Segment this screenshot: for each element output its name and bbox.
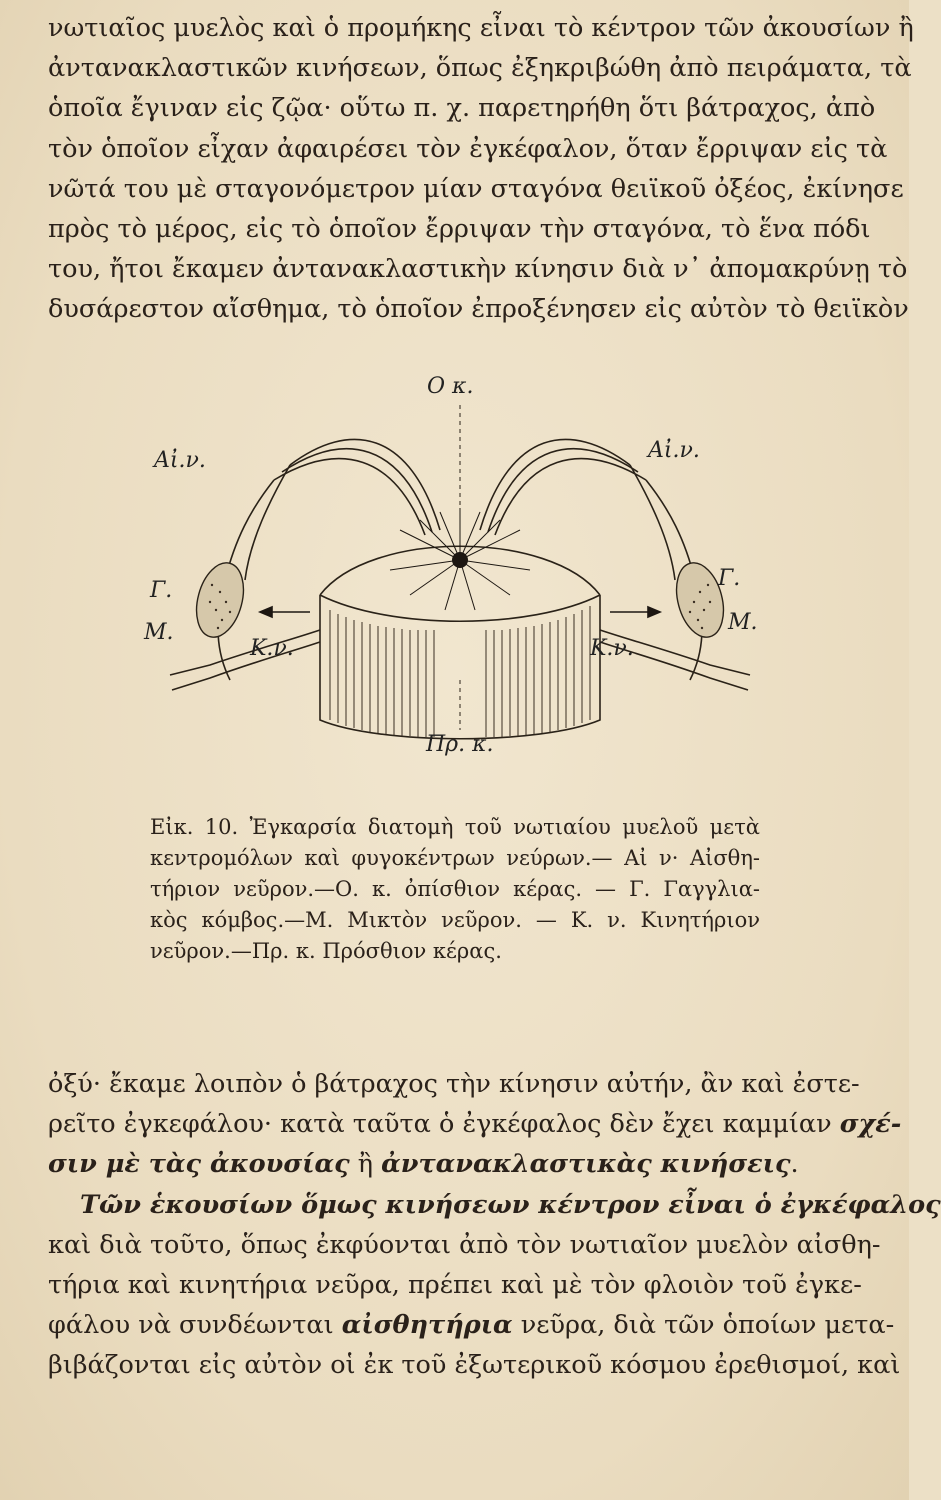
caption-line: κὸς κόμβος.—Μ. Μικτὸν νεῦρον. — Κ. ν. Κινητήριον (150, 908, 760, 932)
label-mixed-nerve-right: Μ. (728, 610, 758, 635)
label-mixed-nerve-left: Μ. (144, 620, 174, 645)
spinal-cord-figure (144, 374, 770, 770)
emphasis-text: Τῶν ἑκουσίων ὅμως κινήσεων κέντρον εἶναι ὁ ἐγκέφαλος (80, 1189, 941, 1220)
label-ganglion-right: Γ. (718, 566, 741, 591)
label-sensory-nerve-right: Αἰ.ν. (648, 438, 700, 463)
text-line: τὸν ὁποῖον εἶχαν ἀφαιρέσει τὸν ἐγκέφαλον, ὅταν ἔρριψαν εἰς τὰ (48, 133, 888, 164)
text-line: πρὸς τὸ μέρος, εἰς τὸ ὁποῖον ἔρριψαν τὴν σταγόνα, τὸ ἕνα πόδι (48, 214, 871, 245)
text-line: νῶτά του μὲ σταγονόμετρον μίαν σταγόνα θειϊκοῦ ὀξέος, ἐκίνησε (48, 173, 904, 204)
text-line (48, 1185, 941, 1225)
label-anterior-horn: Πρ. κ. (426, 732, 494, 757)
text-segment: ρεῖτο ἐγκεφάλου· κατὰ ταῦτα ὁ ἐγκέφαλος δὲν ἔχει καμμίαν (48, 1109, 840, 1140)
label-ganglion-left: Γ. (150, 578, 173, 603)
text-segment: φάλου νὰ συνδέωνται (48, 1310, 342, 1341)
text-line: καὶ διὰ τοῦτο, ὅπως ἐκφύονται ἀπὸ τὸν νωτιαῖον μυελὸν αἰσθη- (48, 1229, 881, 1260)
text-line: ὁποῖα ἔγιναν εἰς ζῷα· οὕτω π. χ. παρετηρήθη ὅτι βάτραχος, ἀπὸ (48, 93, 876, 124)
label-posterior-horn: Ο κ. (427, 374, 474, 399)
text-line (48, 1144, 856, 1184)
caption-line: κεντρομόλων καὶ φυγοκέντρων νεύρων.— Αἰ ν· Αἰσθη- (150, 846, 760, 870)
label-sensory-nerve-left: Αἰ.ν. (154, 448, 206, 473)
text-line (48, 1104, 902, 1144)
text-segment: ἢ (349, 1149, 382, 1180)
text-line: δυσάρεστον αἴσθημα, τὸ ὁποῖον ἐπροξένησεν εἰς αὐτὸν τὸ θειϊκὸν (48, 294, 909, 325)
text-line: νωτιαῖος μυελὸς καὶ ὁ προμήκης εἶναι τὸ κέντρον τῶν ἀκουσίων ἢ (48, 13, 914, 43)
text-line: ἀντανακλαστικῶν κινήσεων, ὅπως ἐξηκριβώθη ἀπὸ πειράματα, τὰ (48, 53, 912, 84)
figure-caption (150, 812, 760, 967)
emphasis-text: αἰσθητήρια (341, 1310, 513, 1341)
label-motor-nerve-left: Κ.ν. (250, 636, 294, 661)
top-paragraph (48, 8, 914, 330)
text-line: τήρια καὶ κινητήρια νεῦρα, πρέπει καὶ μὲ τὸν φλοιὸν τοῦ ἐγκε- (48, 1270, 862, 1301)
text-line: βιβάζονται εἰς αὐτὸν οἱ ἐκ τοῦ ἐξωτερικοῦ κόσμου ἐρεθισμοί, καὶ (48, 1350, 901, 1381)
emphasis-text: σχέ- (839, 1109, 902, 1140)
text-line: ὀξύ· ἔκαμε λοιπὸν ὁ βάτραχος τὴν κίνησιν αὐτήν, ἂν καὶ ἐστε- (48, 1069, 860, 1099)
emphasis-text: σιν μὲ τὰς ἀκουσίας (48, 1149, 350, 1180)
caption-line: τήριον νεῦρον.—Ο. κ. ὀπίσθιον κέρας. — Γ. Γαγγλια- (150, 877, 760, 901)
text-segment: . (790, 1149, 799, 1180)
bottom-paragraph (48, 1064, 941, 1386)
text-segment: νεῦρα, διὰ τῶν ὁποίων μετα- (512, 1310, 895, 1341)
caption-line: νεῦρον.—Πρ. κ. Πρόσθιον κέρας. (150, 939, 502, 963)
emphasis-text: ἀντανακλαστικὰς κινήσεις (381, 1149, 791, 1180)
label-motor-nerve-right: Κ.ν. (590, 636, 634, 661)
text-line (48, 1305, 895, 1345)
text-line: του, ἤτοι ἔκαμεν ἀντανακλαστικὴν κίνησιν διὰ ν᾿ ἀπομακρύνῃ τὸ (48, 254, 908, 285)
caption-line: Εἰκ. 10. Ἐγκαρσία διατομὴ τοῦ νωτιαίου μυελοῦ μετὰ (150, 815, 760, 839)
